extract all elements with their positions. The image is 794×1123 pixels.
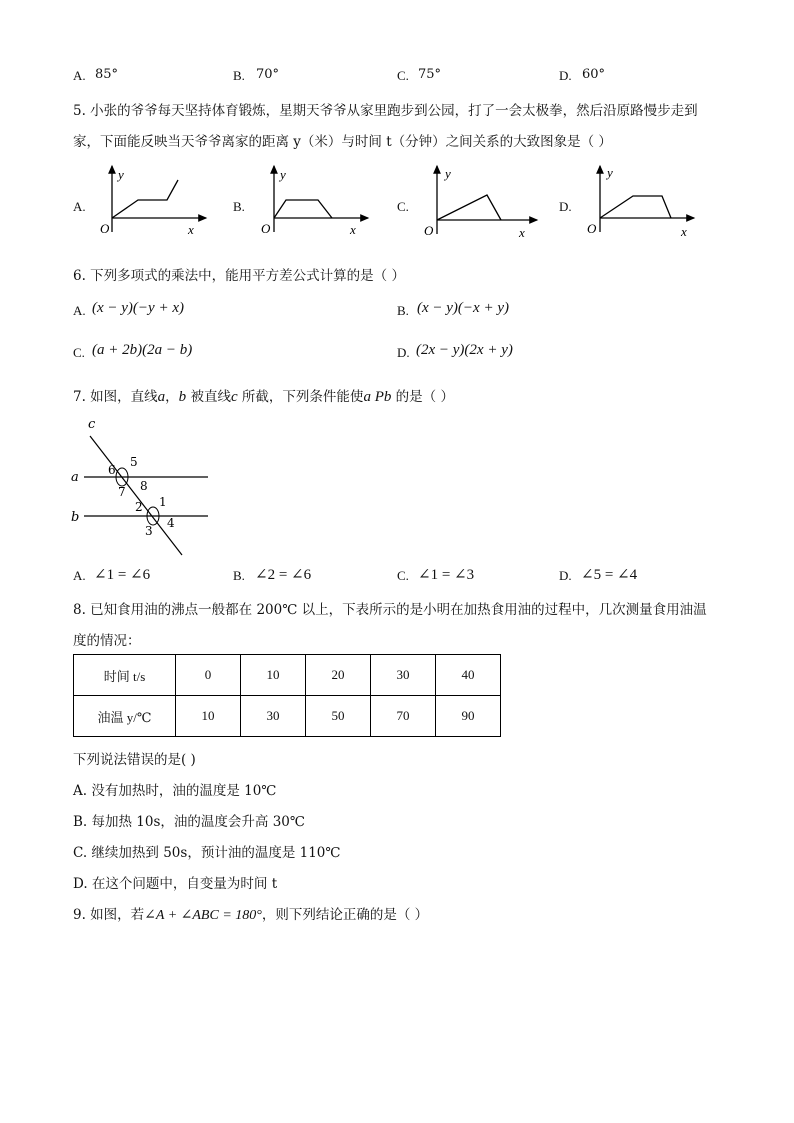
q5-graph-a-x: x [188, 222, 194, 237]
q7-angle-7: 7 [118, 485, 126, 499]
q6-option-a-label: A. [73, 303, 86, 318]
q6-option-c-expr: (a + 2b)(2a − b) [92, 342, 193, 358]
q4-option-b-label: B. [233, 68, 245, 83]
q8-stem-line2: 度的情况： [73, 633, 141, 649]
table-cell: 50 [306, 696, 371, 737]
q4-option-c-text: 75° [418, 67, 442, 82]
q5-stem-line1: 5. 小张的爷爷每天坚持体育锻炼，星期天爷爷从家里跑步到公园，打了一会太极拳，然后沿原路慢步走到 [73, 103, 698, 119]
table-cell: 10 [176, 696, 241, 737]
q8-option-c: C. 继续加热到 50s，预计油的温度是 110℃ [73, 845, 341, 861]
q5-graph-c-y: y [445, 166, 451, 181]
q9-expr: ∠A + ∠ABC = 180° [144, 908, 262, 923]
q5-graph-d-y: y [607, 165, 613, 180]
q7-var-b: b [178, 389, 187, 405]
q5-graph-d-plot [576, 160, 701, 240]
q6-option-d-label: D. [397, 345, 410, 360]
q7-angle-2: 2 [135, 500, 143, 514]
q5-graph-b-plot [250, 160, 375, 240]
q6-option-b-expr: (x − y)(−x + y) [417, 300, 509, 316]
q7-angle-6: 6 [108, 463, 116, 477]
q5-graph-c-origin: O [424, 223, 434, 238]
q8-option-b: B. 每加热 10s，油的温度会升高 30℃ [73, 814, 305, 830]
q7-stem-post: 的是（ ） [391, 389, 454, 405]
q7-var-c: c [230, 389, 238, 405]
q7-var-a: a [157, 389, 166, 405]
q7-option-c-expr: ∠1 = ∠3 [418, 567, 475, 583]
q5-graph-c-plot [413, 160, 543, 240]
q5-graph-d-origin: O [587, 221, 597, 236]
q4-option-d-text: 60° [582, 67, 606, 82]
q7-option-b-label: B. [233, 568, 245, 583]
q8-question: 下列说法错误的是( ) [73, 752, 196, 768]
q5-graph-c-x: x [519, 225, 525, 240]
q5-graph-b-x: x [350, 222, 356, 237]
q5-graph-a-plot [88, 160, 213, 240]
q6-option-c-label: C. [73, 345, 85, 360]
q9-stem-pre: 9. 如图，若 [73, 907, 145, 923]
q7-option-c-label: C. [397, 568, 409, 583]
table-cell: 30 [241, 696, 306, 737]
q7-option-d-label: D. [559, 568, 572, 583]
q7-figure [66, 418, 216, 563]
q6-option-d-expr: (2x − y)(2x + y) [416, 342, 513, 358]
table-cell: 90 [436, 696, 501, 737]
q4-option-d-label: D. [559, 68, 572, 83]
q7-angle-8: 8 [140, 479, 148, 493]
q9-stem-post: ，则下列结论正确的是（ ） [261, 907, 429, 923]
q5-graph-d-label: D. [559, 199, 572, 214]
q4-option-b-text: 70° [256, 67, 280, 82]
q5-graph-d-x: x [681, 224, 687, 239]
q7-option-b-expr: ∠2 = ∠6 [255, 567, 312, 583]
q5-graph-b-y: y [280, 167, 286, 182]
q7-angle-3: 3 [145, 524, 153, 538]
q7-option-d-expr: ∠5 = ∠4 [581, 567, 638, 583]
table-cell: 10 [241, 655, 306, 696]
q7-option-a-expr: ∠1 = ∠6 [94, 567, 151, 583]
q5-graph-c-label: C. [397, 199, 409, 214]
q8-table-header-time: 时间 t/s [74, 655, 176, 696]
table-cell: 40 [436, 655, 501, 696]
table-cell: 20 [306, 655, 371, 696]
q8-table [73, 654, 501, 737]
q5-graph-a-label: A. [73, 199, 86, 214]
q5-graph-a-y: y [118, 167, 124, 182]
q4-option-c-label: C. [397, 68, 409, 83]
q7-label-b: b [71, 510, 80, 525]
table-row [74, 655, 501, 696]
q8-option-a: A. 没有加热时，油的温度是 10℃ [73, 783, 277, 799]
table-cell: 70 [371, 696, 436, 737]
q7-stem-pre: 7. 如图，直线 [73, 389, 158, 405]
q6-option-b-label: B. [397, 303, 409, 318]
q7-relation: a Pb [363, 389, 392, 405]
q5-stem-line2: 家，下面能反映当天爷爷离家的距离 y（米）与时间 t（分钟）之间关系的大致图象是（ ） [73, 134, 612, 150]
q7-angle-4: 4 [167, 516, 175, 530]
q7-angle-1: 1 [159, 495, 167, 509]
table-cell: 0 [176, 655, 241, 696]
q8-option-d: D. 在这个问题中，自变量为时间 t [73, 876, 278, 892]
table-cell: 30 [371, 655, 436, 696]
q6-stem: 6. 下列多项式的乘法中，能用平方差公式计算的是（ ） [73, 268, 405, 284]
q5-graph-a-origin: O [100, 221, 110, 236]
q7-line-c [90, 436, 182, 555]
q7-stem [73, 385, 454, 406]
q7-label-a: a [71, 470, 79, 485]
q9-stem [73, 903, 428, 924]
q5-graph-b-label: B. [233, 199, 245, 214]
q8-table-header-temp: 油温 y/℃ [74, 696, 176, 737]
q6-option-a-expr: (x − y)(−y + x) [92, 300, 184, 316]
q5-graph-b-origin: O [261, 221, 271, 236]
q7-stem-mid2: 所截，下列条件能使 [237, 389, 364, 405]
q7-label-c: c [88, 418, 96, 432]
table-row [74, 696, 501, 737]
q7-option-a-label: A. [73, 568, 86, 583]
q7-angle-5: 5 [130, 455, 138, 469]
q8-stem-line1: 8. 已知食用油的沸点一般都在 200℃ 以上，下表所示的是小明在加热食用油的过程中，几次测量食用油温 [73, 602, 707, 618]
q4-option-a-text: 85° [95, 67, 119, 82]
q4-option-a-label: A. [73, 68, 86, 83]
q7-comma: ， [165, 389, 179, 405]
q7-stem-mid: 被直线 [186, 389, 231, 405]
